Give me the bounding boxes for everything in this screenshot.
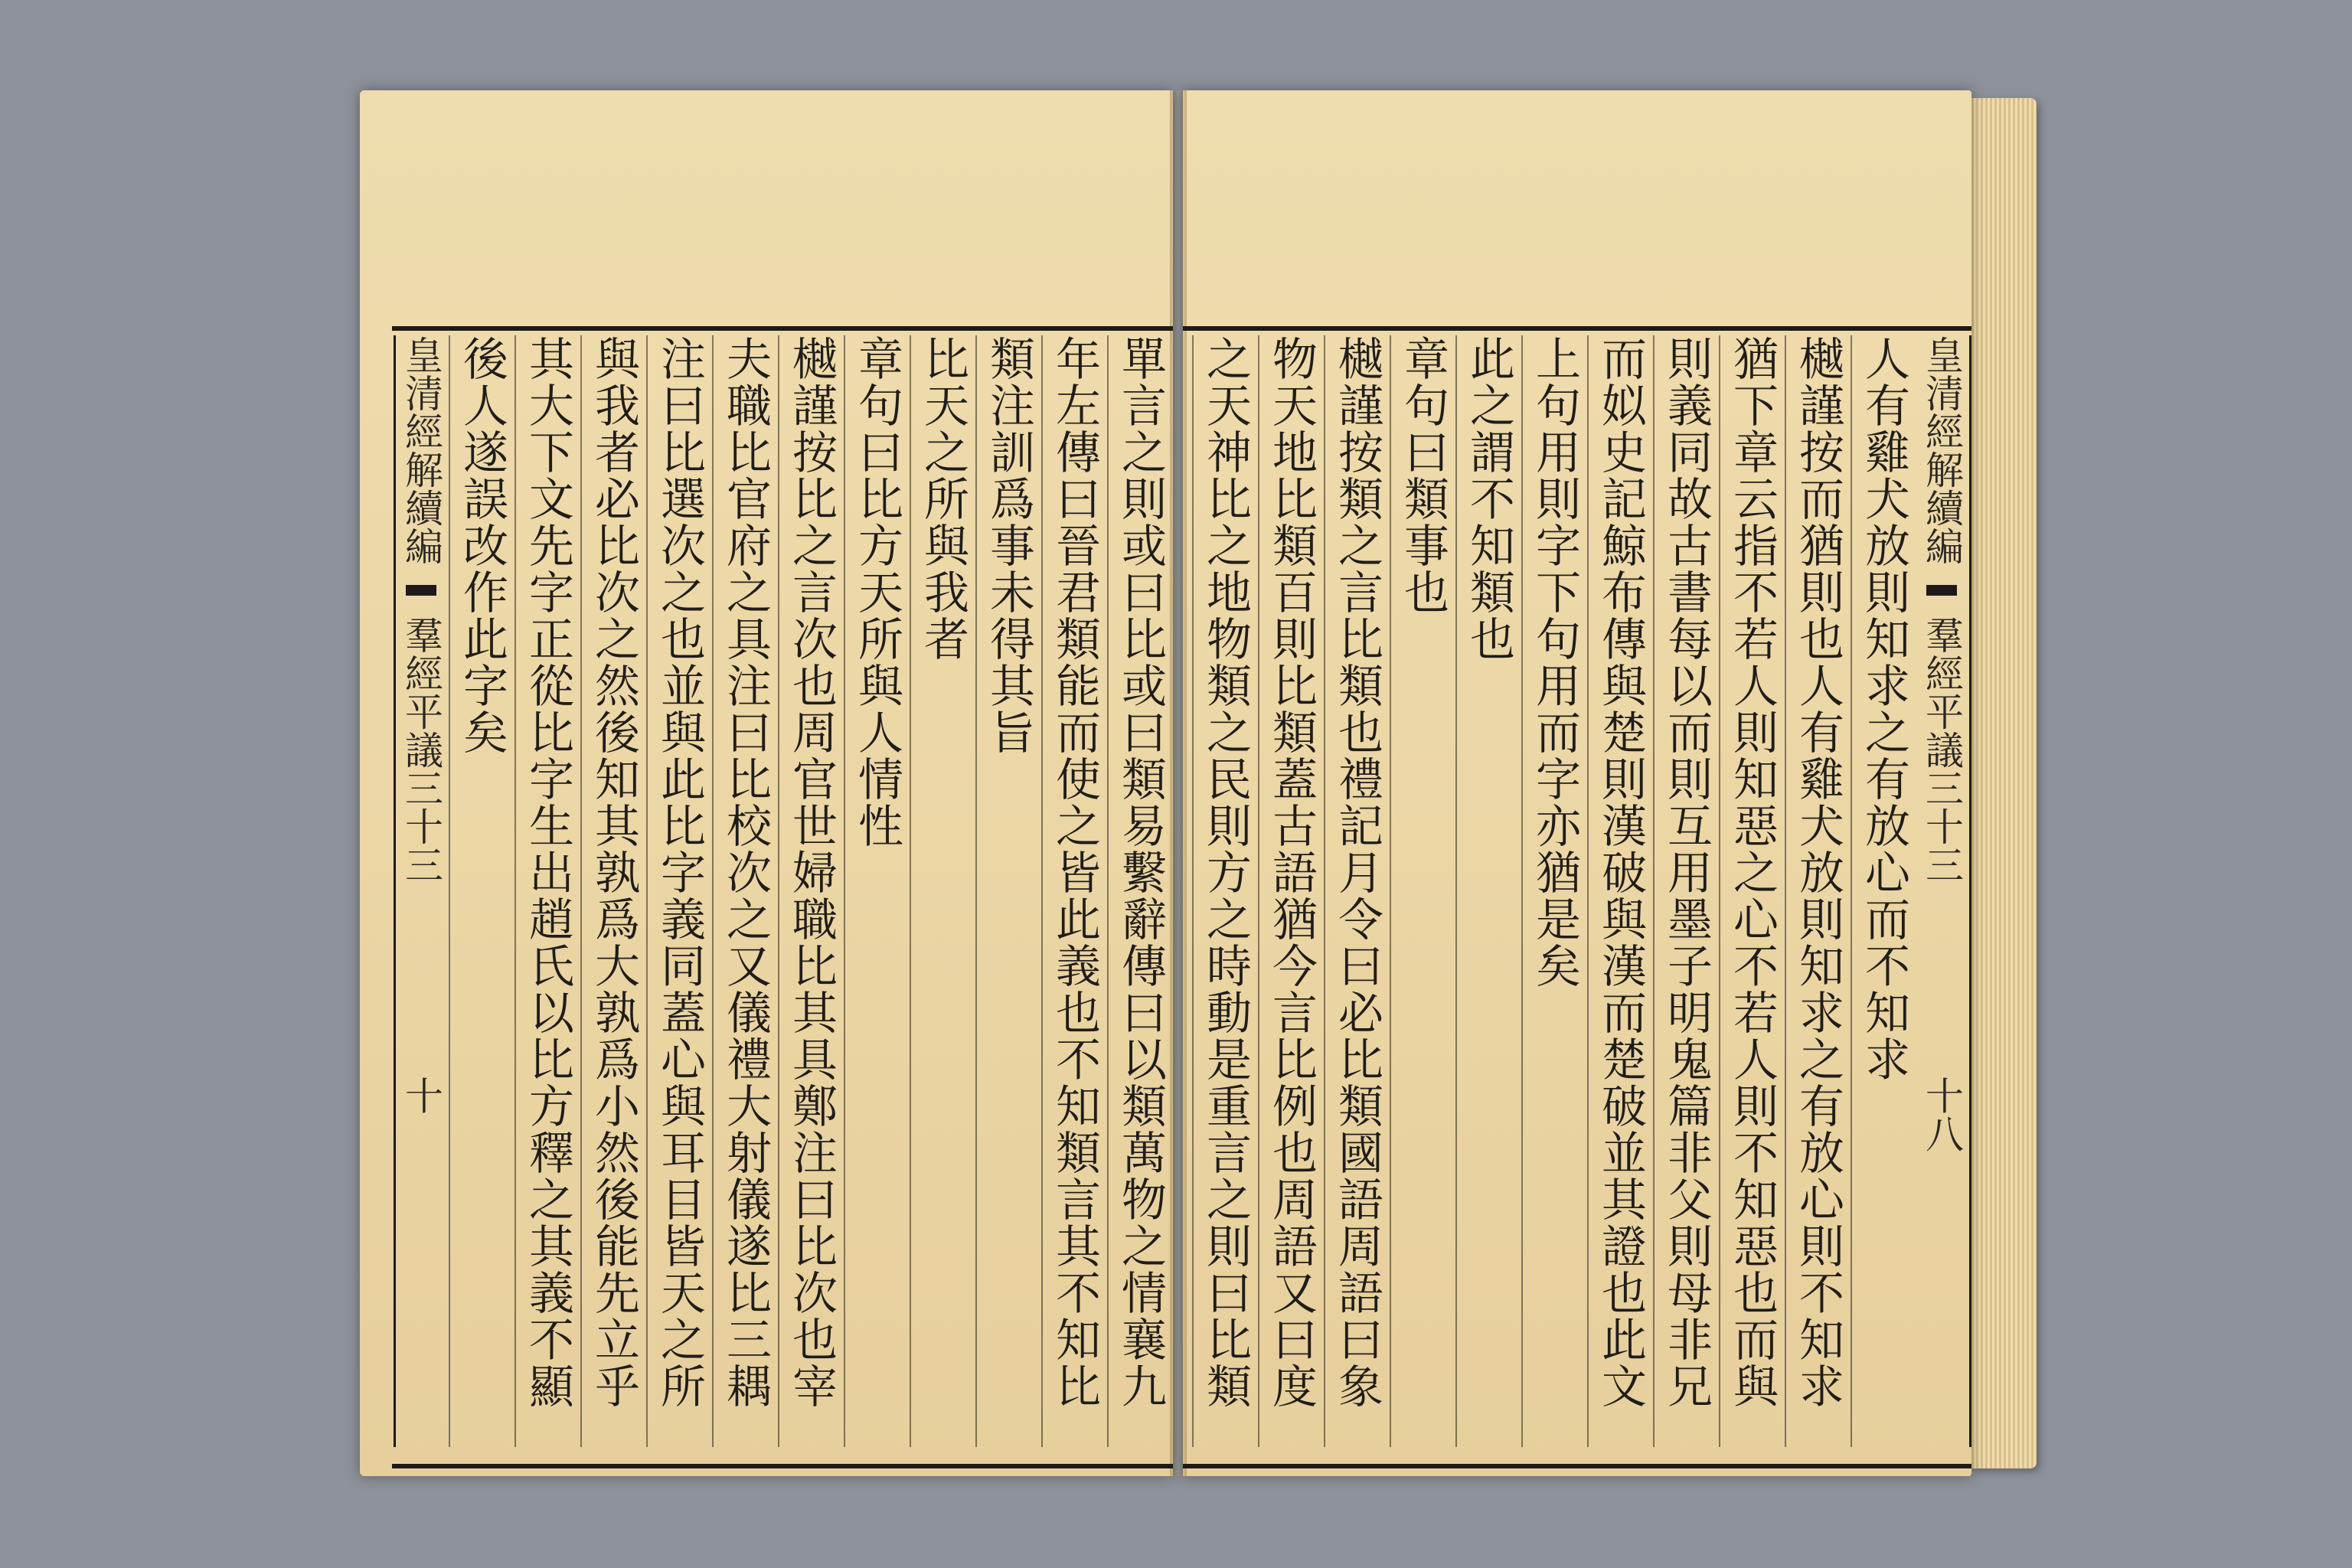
right-page-text: [1183, 335, 1971, 1447]
text-column: 人有雞犬放則知求之有放心而不知求: [1851, 335, 1916, 1447]
text-column: 類注訓爲事未得其旨: [975, 335, 1041, 1447]
left-page-text: [392, 335, 1173, 1447]
fold-mark: [406, 585, 436, 596]
text-column: 樾謹按類之言比類也禮記月令曰必比類國語周語曰象: [1324, 335, 1390, 1447]
text-column: 此之謂不知類也: [1455, 335, 1521, 1447]
text-column: 物天地比類百則比類蓋古語猶今言比例也周語又曰度: [1258, 335, 1324, 1447]
text-column: 猶下章云指不若人則知惡之心不若人則不知惡也而與: [1719, 335, 1785, 1447]
banxin-section: 羣經平議三十三: [1919, 615, 1964, 884]
banxin-page: 十: [399, 1076, 443, 1115]
text-column: 上句用則字下句用而字亦猶是矣: [1521, 335, 1587, 1447]
text-column: 樾謹按比之言次也周官世婦職比其具鄭注曰比次也宰: [778, 335, 844, 1447]
text-column: 與我者必比次之然後知其孰爲大孰爲小然後能先立乎: [580, 335, 646, 1447]
banxin-section: 羣經平議三十三: [399, 615, 443, 884]
text-column: 後人遂誤改作此字矣: [449, 335, 514, 1447]
text-column: 夫職比官府之具注曰比校次之又儀禮大射儀遂比三耦: [712, 335, 778, 1447]
text-column: 注曰比選次之也並與此比字義同蓋心與耳目皆天之所: [646, 335, 712, 1447]
text-column: 年左傳曰晉君類能而使之皆此義也不知類言其不知比: [1041, 335, 1107, 1447]
text-column: 其大下文先字正從比字生出趙氏以比方釋之其義不顯: [514, 335, 580, 1447]
right-banxin: [1916, 335, 1971, 1447]
text-column: 則義同故古書每以而則互用墨子明鬼篇非父則母非兄: [1653, 335, 1719, 1447]
banxin-title: 皇清經解續編: [399, 335, 443, 565]
text-column: 比天之所與我者: [910, 335, 975, 1447]
fold-mark: [1926, 585, 1957, 596]
text-column: 而姒史記鯨布傳與楚則漢破與漢而楚破並其證也此文: [1587, 335, 1653, 1447]
text-column: 之天神比之地物類之民則方之時動是重言之則曰比類: [1192, 335, 1258, 1447]
text-column: 單言之則或曰比或曰類易繫辭傳曰以類萬物之情襄九: [1107, 335, 1173, 1447]
text-column: 章句曰比方天所與人情性: [844, 335, 910, 1447]
text-column: 章句曰類事也: [1390, 335, 1455, 1447]
open-book: [360, 90, 2037, 1476]
left-banxin: [394, 335, 449, 1447]
page-edges: [1971, 98, 2037, 1468]
text-column: 樾謹按而猶則也人有雞犬放則知求之有放心則不知求: [1785, 335, 1851, 1447]
banxin-page: 十八: [1919, 1076, 1964, 1153]
banxin-title: 皇清經解續編: [1919, 335, 1964, 565]
